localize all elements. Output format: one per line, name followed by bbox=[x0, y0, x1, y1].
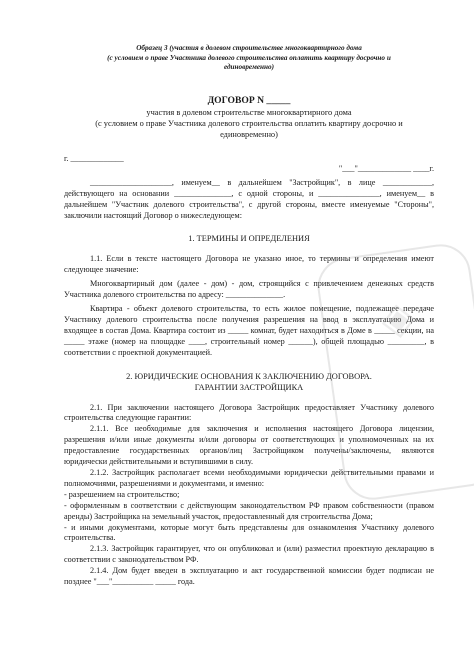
header-line: Образец 3 (участия в долевом строительстве многоквартирного дома bbox=[136, 44, 362, 52]
section-1-heading bbox=[64, 233, 434, 244]
bullet-item: - и иными документами, которые могут быть представлены для ознакомления Участнику долевого строительства. bbox=[64, 522, 434, 543]
paragraph-2-1: 2.1. При заключении настоящего Договора Застройщик предоставляет Участнику долевого строительства следующие гарантии: bbox=[64, 402, 434, 423]
sample-header bbox=[64, 44, 434, 73]
paragraph-2-1-4: 2.1.4. Дом будет введен в эксплуатацию и акт государственной комиссии будет подписан не позднее "___"__________ _____ года. bbox=[64, 566, 434, 587]
watermark-mark: ◈ bbox=[369, 289, 427, 348]
paragraph-2-1-2: 2.1.2. Застройщик располагает всеми необходимыми юридически действительными правами и полномочиями, разрешениями и документами, и именно: bbox=[64, 468, 434, 488]
subtitle-line: участия в долевом строительстве многоквартирного дома bbox=[146, 107, 352, 117]
contract-subtitle bbox=[64, 107, 434, 140]
section-2-heading bbox=[64, 371, 434, 393]
bullet-item: - оформленным в соответствии с действующим законодательством РФ правом собственности (правом аренды) Застройщика на земельный участок, предоставленный для строительства Дома; bbox=[64, 500, 434, 521]
section-title-line: ГАРАНТИИ ЗАСТРОЙЩИКА bbox=[194, 382, 304, 392]
contract-title: ДОГОВОР N _____ bbox=[207, 94, 291, 106]
place-field: г. _____________ bbox=[64, 153, 124, 163]
definition-flat: Квартира - объект долевого строительства, то есть жилое помещение, подлежащее передаче Участнику долевого строительства после получения разрешения на ввод в эксплуатацию Дома и входящее в состав Дома. Квартира состоит из _____ комнат, будет находиться в Доме в _____ секции, на _____ этаже (номер на площадке ____, строительный номер ______), общей площадью _________, в соответствии с проектной документацией. bbox=[64, 304, 434, 357]
header-line: (с условием о праве Участника долевого строительства оплатить квартиру досрочно и bbox=[107, 53, 391, 62]
date-field: "___"_____________ ____г. bbox=[338, 163, 434, 173]
paragraph-2-1-3: 2.1.3. Застройщик гарантирует, что он опубликовал и (или) разместил проектную декларацию в соответствии с законодательством РФ. bbox=[64, 544, 434, 565]
paragraph-1-1: 1.1. Если в тексте настоящего Договора не указано иное, то термины и определения имеют следующее значение: bbox=[64, 254, 434, 275]
paragraph-2-1-1: 2.1.1. Все необходимые для заключения и исполнения настоящего Договора лицензии, разрешения и/или иные документы и/или договоры от соответствующих и уполномоченных на их предоставление государственных органов/лиц Застройщиком получены/заключены, являются юридически действительными и вступившими в силу. bbox=[64, 424, 434, 467]
bullet-item: - разрешением на строительство; bbox=[64, 489, 180, 499]
subtitle-line: единовременно) bbox=[220, 129, 278, 139]
subtitle-line: (с условием о праве Участника долевого строительства оплатить квартиру досрочно и bbox=[95, 118, 403, 128]
definition-house: Многоквартирный дом (далее - дом) - дом, строящийся с привлечением денежных средств Участника долевого строительства по адресу: ______________. bbox=[64, 279, 434, 300]
place-date-row bbox=[64, 154, 434, 178]
section-title: 1. ТЕРМИНЫ И ОПРЕДЕЛЕНИЯ bbox=[188, 234, 310, 244]
parties-paragraph: ____________________, именуем__ в дальнейшем "Застройщик", в лице ____________, действующего на основании ______________, с одной стороны, и _______________, именуем__ в дальнейшем "Участник долевого строительства", с другой стороны, вместе именуемые "Стороны", заключили настоящий Договор о нижеследующем: bbox=[64, 177, 434, 220]
section-title-line: 2. ЮРИДИЧЕСКИЕ ОСНОВАНИЯ К ЗАКЛЮЧЕНИЮ ДОГОВОРА. bbox=[126, 371, 372, 381]
header-line: единовременно) bbox=[223, 63, 275, 72]
